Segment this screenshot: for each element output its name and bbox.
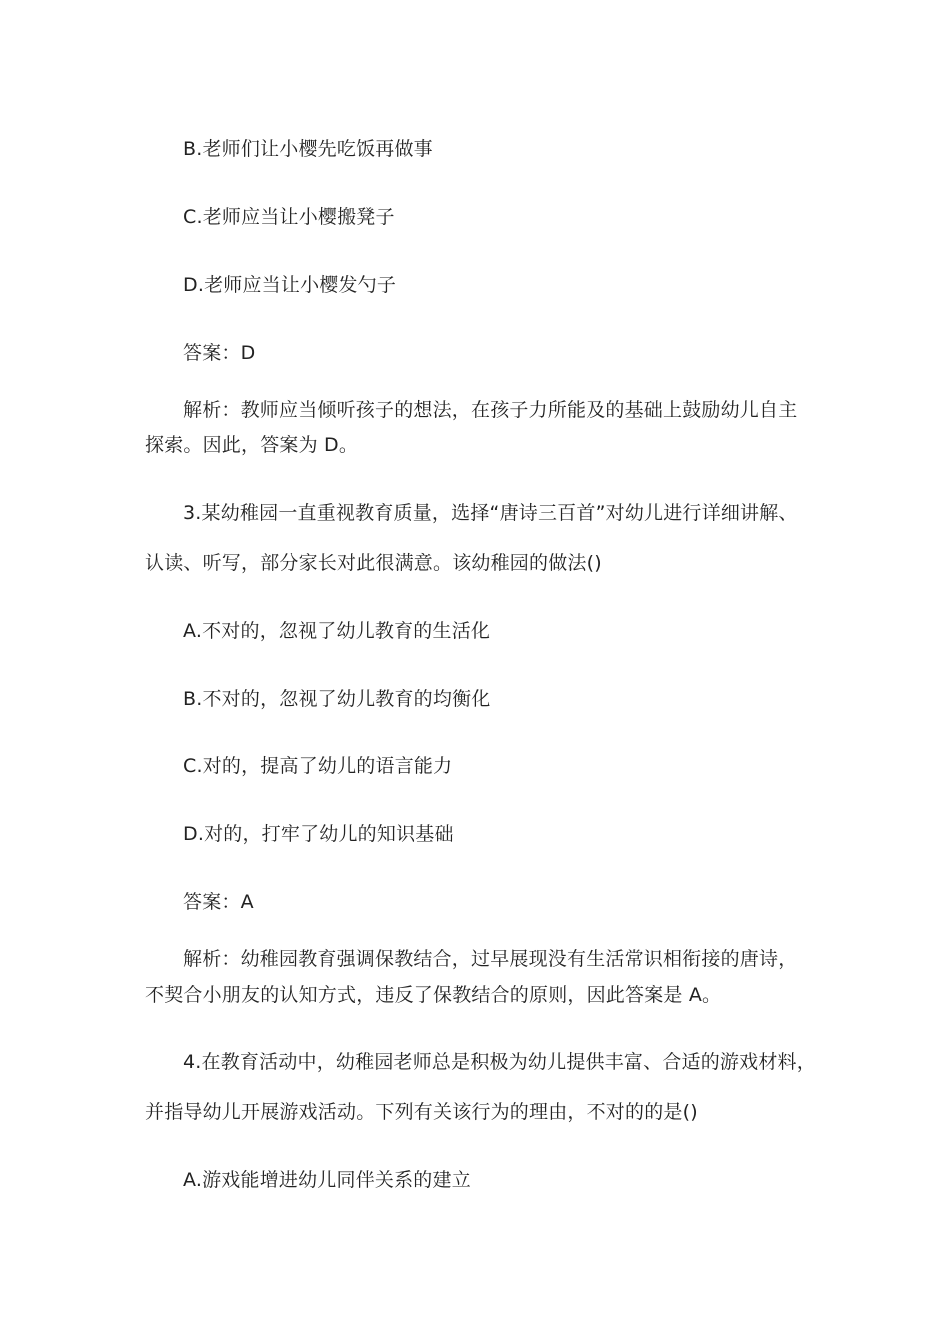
q3-answer: 答案：A bbox=[183, 891, 254, 913]
q2-option-d: D.老师应当让小樱发勺子 bbox=[183, 274, 397, 296]
q3-option-c: C.对的，提高了幼儿的语言能力 bbox=[183, 755, 453, 777]
q2-analysis-line-2: 探索。因此，答案为 D。 bbox=[145, 434, 359, 456]
q3-option-d: D.对的，打牢了幼儿的知识基础 bbox=[183, 823, 454, 845]
q4-stem-line-2: 并指导幼儿开展游戏活动。下列有关该行为的理由，不对的的是() bbox=[145, 1101, 698, 1123]
q2-answer: 答案：D bbox=[183, 342, 256, 364]
q2-analysis-line-1: 解析：教师应当倾听孩子的想法，在孩子力所能及的基础上鼓励幼儿自主 bbox=[183, 399, 798, 421]
q3-option-a: A.不对的，忽视了幼儿教育的生活化 bbox=[183, 620, 491, 642]
q3-stem-line-2: 认读、听写，部分家长对此很满意。该幼稚园的做法() bbox=[145, 552, 602, 574]
q4-option-a: A.游戏能增进幼儿同伴关系的建立 bbox=[183, 1169, 471, 1191]
q3-stem-line-1: 3.某幼稚园一直重视教育质量，选择“唐诗三百首”对幼儿进行详细讲解、 bbox=[183, 502, 798, 524]
q4-stem-line-1: 4.在教育活动中，幼稚园老师总是积极为幼儿提供丰富、合适的游戏材料， bbox=[183, 1051, 816, 1073]
q3-option-b: B.不对的，忽视了幼儿教育的均衡化 bbox=[183, 688, 491, 710]
q3-analysis-line-2: 不契合小朋友的认知方式，违反了保教结合的原则，因此答案是 A。 bbox=[145, 984, 722, 1006]
q2-option-b: B.老师们让小樱先吃饭再做事 bbox=[183, 138, 433, 160]
q3-analysis-line-1: 解析：幼稚园教育强调保教结合，过早展现没有生活常识相衔接的唐诗， bbox=[183, 948, 798, 970]
q2-option-c: C.老师应当让小樱搬凳子 bbox=[183, 206, 395, 228]
